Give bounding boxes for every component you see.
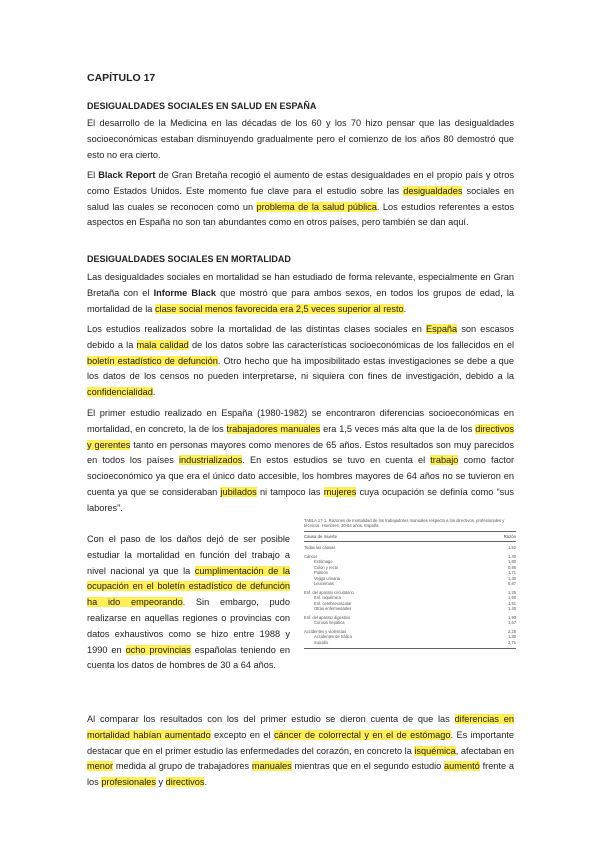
highlight-trabajo: trabajo: [430, 455, 459, 466]
table-row: [304, 581, 516, 587]
highlight-directivos: directivos: [165, 777, 205, 788]
highlight-clase-social: clase social menos favorecida era 2,5 veces superior al resto: [154, 303, 404, 314]
highlight-espana: España: [425, 324, 458, 334]
table-cell-ratio: 2,25: [508, 628, 516, 634]
table-row: [304, 640, 516, 646]
highlight-confidencialidad: confidencialidad: [87, 387, 153, 398]
table-cell-cause: Accidentes de tráfico: [314, 634, 353, 640]
table-cell-ratio: 1,30: [508, 575, 516, 581]
table-cell-ratio: 1,71: [508, 570, 516, 576]
paragraph-ocho-provincias: Con el paso de los daños dejó de ser posible estudiar la mortalidad en función del trabajo a nivel nacional ya que la cumplimentación de la ocupación en el boletín estadístico de defunción ha ido empeorando. Sin embargo, pudo realizarse en aquellas regiones o provincias con datos exhaustivos como se hizo entre 1988 y 1990 en ocho provincias españolas teniendo en cuenta los datos de hombres de 30 a 64 años.: [87, 534, 290, 671]
table-cell-ratio: 0,87: [508, 581, 516, 587]
table-cell-ratio: 1,60: [508, 595, 516, 601]
table-cell-ratio: 1,25: [508, 589, 516, 595]
highlight-directivos-gerentes: directivos y gerentes: [87, 423, 515, 450]
table-row: [304, 545, 516, 551]
highlight-manuales: manuales: [251, 761, 292, 772]
highlight-mala-calidad: mala calidad: [136, 339, 189, 350]
table-row: [304, 606, 516, 612]
table-cell-cause: Pulmón: [314, 570, 328, 576]
table-cell-ratio: 1,90: [508, 614, 516, 620]
table-cell-ratio: 1,40: [508, 606, 516, 612]
paragraph-intro: El desarrollo de la Medicina en las décadas de los 60 y los 70 hizo pensar que las desigualdades socioeconómicas estaban disminuyendo gradualmente pero el comienzo de los años 80 demostró que esto no era cierto.: [87, 118, 514, 160]
table-bottom-rule: [304, 648, 516, 649]
table-cell-ratio: 1,67: [508, 620, 516, 626]
highlight-mujeres: mujeres: [323, 486, 357, 497]
paragraph-informe-black: Las desigualdades sociales en mortalidad se han estudiado de forma relevante, especialmente en Gran Bretaña con el Informe Black que mostró que para ambos sexos, en todos los grupos de edad, la mortalidad de la clase social menos favorecida era 2,5 veces superior al resto.: [87, 272, 514, 314]
table-cell-cause: Colon y recto: [314, 564, 339, 570]
highlight-menor: menor: [87, 761, 114, 772]
highlight-desigualdades: desigualdades: [403, 185, 463, 196]
highlight-problema-salud-publica: problema de la salud pública: [256, 201, 377, 212]
table-cell-cause: Leucemias: [314, 581, 334, 587]
table-header-cause: Causa de muerte: [304, 534, 337, 540]
table-cell-ratio: 1,40: [508, 553, 516, 559]
table-cell-cause: Cirrosis hepática: [314, 620, 345, 626]
table-cell-cause: Enf. isquémica: [314, 595, 341, 601]
mortality-ratio-table: [304, 518, 516, 700]
table-cell-cause: Enf. del aparato circulatorio: [304, 589, 354, 595]
highlight-industrializados: industrializados: [178, 455, 243, 466]
table-cell-ratio: 1,80: [508, 559, 516, 565]
highlight-jubilados: jubilados: [220, 486, 257, 497]
section-title-mortalidad: DESIGUALDADES SOCIALES EN MORTALIDAD: [87, 254, 291, 264]
section-title-salud: DESIGUALDADES SOCIALES EN SALUD EN ESPAÑA: [87, 101, 317, 111]
bold-informe-black: Informe Black: [153, 287, 216, 298]
table-header: [304, 531, 516, 542]
bold-black-report: Black Report: [98, 170, 156, 180]
table-cell-cause: Enf. del aparato digestivo: [304, 614, 351, 620]
table-cell-cause: Todas las causas: [304, 545, 336, 551]
highlight-cancer: cáncer de colorrectal y en el de estómago: [273, 729, 451, 740]
table-cell-ratio: 1,52: [508, 545, 516, 551]
highlight-trabajadores-manuales: trabajadores manuales: [226, 423, 321, 434]
paragraph-primer-estudio: El primer estudio realizado en España (1980-1982) se encontraron diferencias socioeconómicas en mortalidad, en concreto, la de los trabajadores manuales era 1,5 veces más alta que la de los directivos y gerentes tanto en personas mayores como menores de 65 años. Estos resultados son muy parecidos en todos los países industrializados. En estos estudios se tuvo en cuenta el trabajo como factor socioeconómico ya que era el único dato accesible, los hombres mayores de 64 años no se tuvieron en cuenta ya que se consideraban jubilados ni tampoco las mujeres cuya ocupación se definía como “sus labores”.: [87, 408, 515, 513]
table-cell-cause: Enf. cerebrovascular: [314, 600, 352, 606]
highlight-aumento: aumentó: [444, 761, 480, 772]
highlight-isquemica: isquémica: [414, 745, 456, 756]
highlight-profesionales: profesionales: [101, 777, 156, 788]
table-cell-ratio: 1,80: [508, 634, 516, 640]
table-cell-cause: Vejiga urinaria: [314, 575, 340, 581]
table-cell-ratio: 0,85: [508, 564, 516, 570]
table-cell-cause: Estómago: [314, 559, 333, 565]
table-cell-ratio: 2,71: [508, 639, 516, 645]
paragraph-black-report: El Black Report de Gran Bretaña recogió el aumento de estas desigualdades en el propio país y otros como Estados Unidos. Este momento fue clave para el estudio sobre las desigualdades sociales en salud las cuales se reconocen como un problema de la salud pública. Los estudios referentes a estos aspectos en España no son tan abundantes como en otros países, pero también se dan aquí.: [87, 170, 514, 228]
table-cell-cause: Suicidio: [314, 639, 329, 645]
table-header-ratio: Razón: [503, 534, 516, 540]
highlight-boletin: boletín estadístico de defunción: [87, 355, 218, 366]
table-cell-ratio: 1,51: [508, 600, 516, 606]
table-body: [304, 545, 516, 645]
table-cell-cause: Accidentes y violencias: [304, 628, 347, 634]
table-row: [304, 620, 516, 626]
highlight-ocho-provincias: ocho provincias: [125, 644, 191, 655]
table-caption: TABLA 17-1. Razones de mortalidad de los trabajadores manuales respecto a los directivos, profesionales y técnicos. Hombres, 30-64 años. España: [304, 518, 505, 529]
highlight-diferencias: diferencias en mortalidad habían aumentado: [87, 714, 515, 740]
paragraph-comparacion: Al comparar los resultados con los del primer estudio se dieron cuenta de que las diferencias en mortalidad habían aumentado excepto en el cáncer de colorrectal y en el de estómago. Es importante destacar que en el primer estudio las enfermedades del corazón, en concreto la isquémica, afectaban en menor medida al grupo de trabajadores manuales mientras que en el segundo estudio aumentó frente a los profesionales y directivos.: [87, 714, 515, 788]
table-cell-cause: Otras enfermedades: [314, 606, 352, 612]
highlight-cumplimentacion: cumplimentación de la ocupación en el boletín estadístico de defunción ha ido empeorando: [87, 565, 290, 608]
chapter-title: CAPÍTULO 17: [87, 72, 156, 84]
paragraph-estudios-espana: Los estudios realizados sobre la mortalidad de las distintas clases sociales en España son escasos debido a la mala calidad de los datos sobre las características socioeconómicas de los fallecidos en el boletín estadístico de defunción. Otro hecho que ha imposibilitado estas investigaciones se debe a que los datos de los censos no pueden interpretarse, ni siquiera con fines de investigación, debido a la confidencialidad.: [87, 324, 514, 398]
table-cell-cause: Cáncer: [304, 553, 318, 559]
